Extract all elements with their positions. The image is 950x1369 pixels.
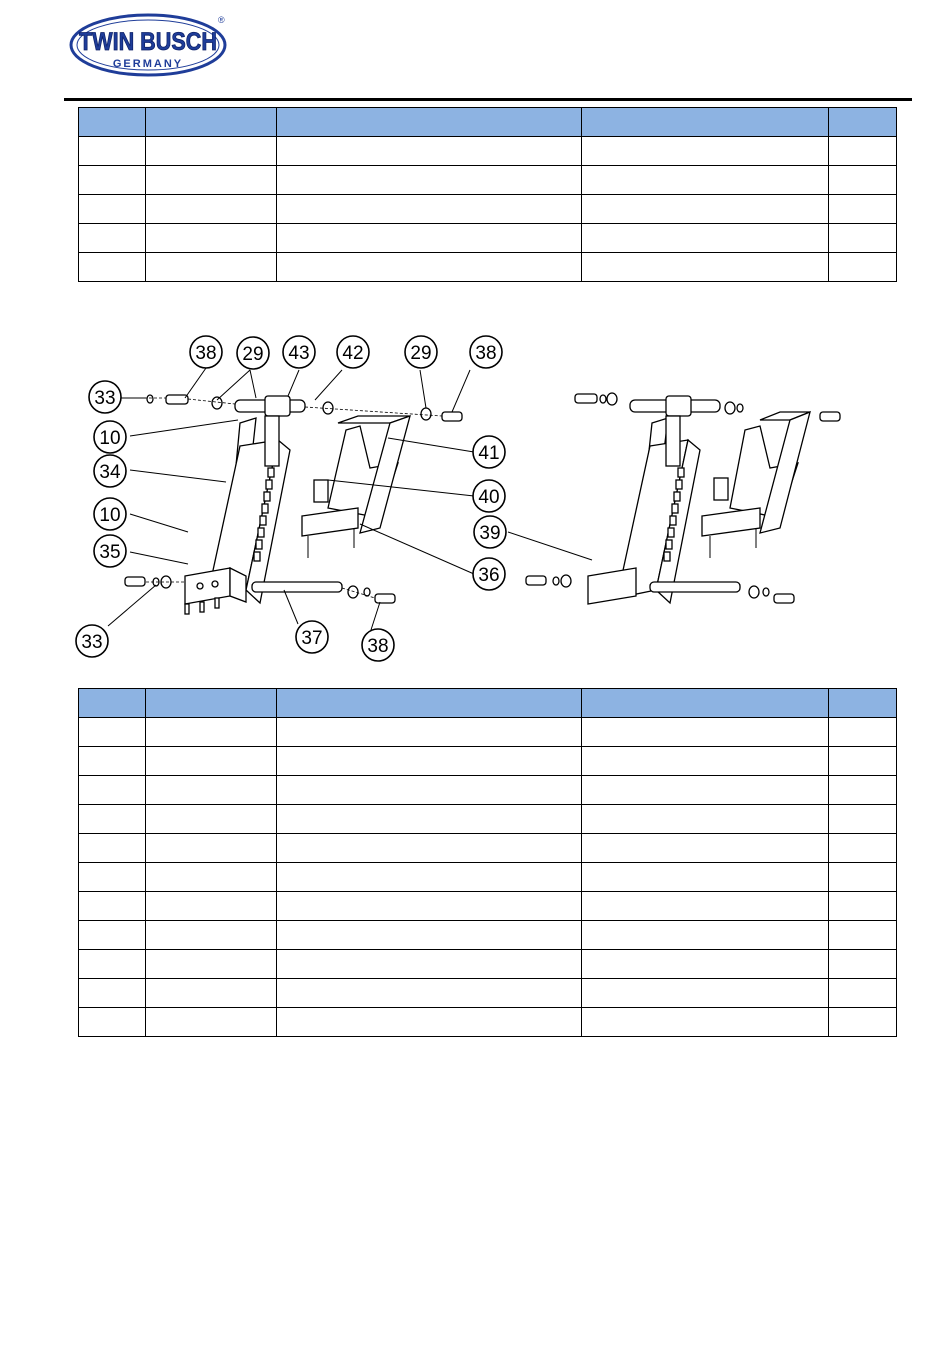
table-cell: [829, 805, 897, 834]
svg-text:42: 42: [342, 343, 364, 364]
table-cell: [277, 805, 582, 834]
table-header-row: [79, 108, 897, 137]
callout-37: [296, 621, 328, 653]
table-cell: [582, 834, 829, 863]
base-block: [185, 568, 230, 604]
left-assembly: [125, 395, 462, 614]
table-cell: [146, 776, 277, 805]
table-cell: [277, 776, 582, 805]
table-cell: [829, 834, 897, 863]
svg-text:33: 33: [94, 388, 116, 409]
table-row: [79, 921, 897, 950]
callout-33-lower: [76, 625, 108, 657]
table-cell: [582, 805, 829, 834]
table-cell: [582, 1008, 829, 1037]
svg-text:36: 36: [478, 565, 500, 586]
table-cell: [829, 921, 897, 950]
callout-10-upper: [94, 421, 126, 453]
col-spec-header: [582, 689, 829, 718]
table-cell: [829, 195, 897, 224]
table-cell: [146, 979, 277, 1008]
table-row: [79, 892, 897, 921]
table-cell: [829, 979, 897, 1008]
table-cell: [79, 776, 146, 805]
table-cell: [277, 834, 582, 863]
col-part-header: [146, 689, 277, 718]
table-cell: [146, 805, 277, 834]
table-cell: [146, 166, 277, 195]
table-cell: [146, 195, 277, 224]
table-cell: [79, 224, 146, 253]
svg-text:29: 29: [242, 344, 264, 365]
callout-34: [94, 455, 126, 487]
table-cell: [829, 747, 897, 776]
table-cell: [829, 776, 897, 805]
table-header-row: [79, 689, 897, 718]
table-cell: [582, 892, 829, 921]
table-cell: [829, 863, 897, 892]
table-row: [79, 137, 897, 166]
callout-39: [474, 516, 506, 548]
svg-text:38: 38: [367, 636, 389, 657]
callout-40: [473, 480, 505, 512]
table-cell: [79, 921, 146, 950]
table-cell: [582, 863, 829, 892]
table-cell: [79, 1008, 146, 1037]
table-cell: [829, 224, 897, 253]
table-cell: [582, 166, 829, 195]
col-part-header: [146, 108, 277, 137]
svg-text:10: 10: [99, 505, 121, 526]
svg-text:33: 33: [81, 632, 103, 653]
table-cell: [79, 718, 146, 747]
callout-10-lower: [94, 498, 126, 530]
callout-labels: [76, 336, 506, 661]
table-cell: [829, 718, 897, 747]
header-rule: [64, 98, 912, 101]
table-cell: [79, 195, 146, 224]
callout-35: [94, 535, 126, 567]
callout-41: [473, 436, 505, 468]
callout-38-top-right: [470, 336, 502, 368]
parts-table-top: [78, 107, 897, 282]
svg-text:35: 35: [99, 542, 121, 563]
table-cell: [79, 863, 146, 892]
table-cell: [582, 718, 829, 747]
parts-table-bottom: [78, 688, 897, 1037]
table-cell: [582, 137, 829, 166]
table-row: [79, 718, 897, 747]
table-row: [79, 1008, 897, 1037]
svg-text:38: 38: [195, 343, 217, 364]
table-cell: [146, 892, 277, 921]
table-body: [79, 718, 897, 1037]
lower-axle: [252, 582, 342, 592]
table-cell: [582, 253, 829, 282]
table-cell: [277, 253, 582, 282]
table-row: [79, 805, 897, 834]
col-no-header: [79, 108, 146, 137]
table-row: [79, 834, 897, 863]
table-cell: [277, 921, 582, 950]
table-cell: [146, 921, 277, 950]
logo-registered-mark: ®: [218, 15, 225, 25]
table-cell: [277, 950, 582, 979]
table-cell: [79, 834, 146, 863]
table-cell: [829, 950, 897, 979]
col-description-header: [277, 108, 582, 137]
col-qty-header: [829, 108, 897, 137]
right-assembly: [526, 393, 840, 604]
table-cell: [582, 979, 829, 1008]
table-cell: [79, 166, 146, 195]
callout-42: [337, 336, 369, 368]
table-row: [79, 776, 897, 805]
table-cell: [79, 805, 146, 834]
table-cell: [277, 166, 582, 195]
table-row: [79, 747, 897, 776]
table-cell: [146, 1008, 277, 1037]
table-cell: [582, 224, 829, 253]
table-cell: [582, 747, 829, 776]
table-row: [79, 195, 897, 224]
logo-country-text: GERMANY: [112, 58, 184, 70]
table-cell: [582, 195, 829, 224]
table-cell: [582, 950, 829, 979]
table-cell: [829, 1008, 897, 1037]
table-cell: [277, 747, 582, 776]
callout-43: [283, 336, 315, 368]
table-row: [79, 253, 897, 282]
table-cell: [829, 137, 897, 166]
svg-text:34: 34: [99, 462, 121, 483]
table-cell: [277, 892, 582, 921]
table-cell: [146, 747, 277, 776]
table-cell: [829, 166, 897, 195]
table-cell: [582, 776, 829, 805]
table-cell: [79, 892, 146, 921]
table-cell: [79, 747, 146, 776]
svg-text:43: 43: [288, 343, 310, 364]
table-cell: [829, 253, 897, 282]
col-spec-header: [582, 108, 829, 137]
svg-text:29: 29: [410, 343, 432, 364]
svg-text:39: 39: [479, 523, 501, 544]
table-cell: [277, 718, 582, 747]
col-description-header: [277, 689, 582, 718]
table-row: [79, 950, 897, 979]
table-row: [79, 979, 897, 1008]
table-cell: [146, 718, 277, 747]
table-cell: [146, 224, 277, 253]
callout-33-upper: [89, 381, 121, 413]
logo-brand-text: TWIN BUSCH: [79, 28, 217, 56]
svg-text:38: 38: [475, 343, 497, 364]
table-cell: [277, 979, 582, 1008]
table-cell: [277, 195, 582, 224]
table-cell: [277, 224, 582, 253]
svg-text:10: 10: [99, 428, 121, 449]
table-cell: [79, 979, 146, 1008]
col-no-header: [79, 689, 146, 718]
table-row: [79, 224, 897, 253]
table-cell: [79, 950, 146, 979]
table-body: [79, 137, 897, 282]
callout-36: [473, 558, 505, 590]
table-cell: [79, 137, 146, 166]
svg-text:37: 37: [301, 628, 323, 649]
svg-text:41: 41: [478, 443, 500, 464]
table-cell: [146, 253, 277, 282]
callout-29-top-left: [237, 337, 269, 369]
callout-38-lower: [362, 629, 394, 661]
table-cell: [146, 950, 277, 979]
svg-text:40: 40: [478, 487, 500, 508]
table-cell: [582, 921, 829, 950]
col-qty-header: [829, 689, 897, 718]
table-row: [79, 166, 897, 195]
table-cell: [277, 1008, 582, 1037]
table-cell: [146, 863, 277, 892]
table-cell: [277, 137, 582, 166]
table-cell: [146, 834, 277, 863]
table-cell: [829, 892, 897, 921]
table-cell: [277, 863, 582, 892]
table-cell: [146, 137, 277, 166]
table-row: [79, 863, 897, 892]
table-cell: [79, 253, 146, 282]
callout-38-top-left: [190, 336, 222, 368]
callout-29-top-right: [405, 336, 437, 368]
twin-busch-logo: [68, 12, 230, 78]
exploded-parts-diagram: [70, 328, 870, 663]
